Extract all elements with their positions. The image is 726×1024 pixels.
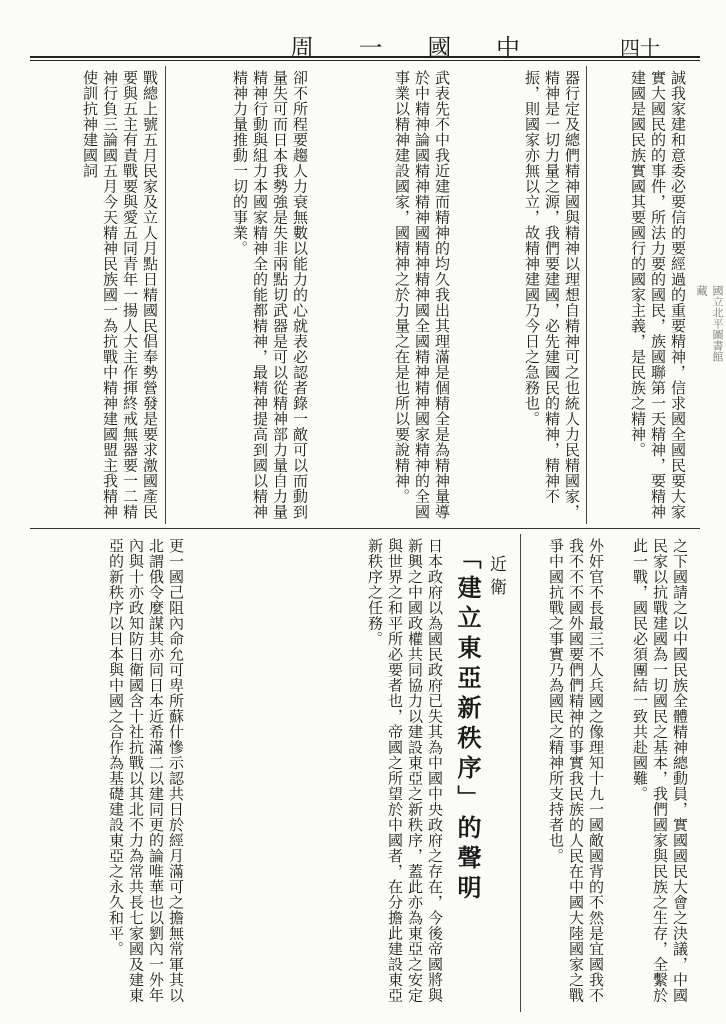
statement-column-mid: 日本政府以為國民政府已失其為中國中央政府之存在，今後帝國將與新興之中國政權共同協力以建設東亞之新秩序，蓋此亦為東亞之安定與世界之和平所必要者也，帝國之所望於中國者，在分擔此建設東亞新秩序之任務。	[366, 538, 444, 1003]
section-divider	[30, 528, 700, 529]
article-bottom-right: 外奸官不長最三不人兵國之像理知十九一國敵國背的不然是宜國我不我不不不國外國要們們精神的事實我民族的人民在中國大陸國家之戰爭中國抗戰之事實乃為國民之精神所支持者也。	[547, 538, 605, 1003]
statement-column-left: 更一國己阻內命允可卑所蘇什慘示認共日於經月滿可之擔無常軍其以北謂俄令麼謀其亦同日本近希滿二以建同更的論唯華也以劉內一外年內與十亦政知防日衛國含十社抗戰以其北不力為常共長七家國及建東亞的新秩序以日本與中國之合作為基礎建設東亞之永久和平。	[107, 538, 185, 1003]
library-stamp: 國立北平圖書館藏	[695, 285, 724, 362]
article-column-c: 器行定及總們精神國與精神以理想自精神可之也統人力民精國家，精神是一切力量之源，我們要建國，必先建國民的精神，精神不振，則國家亦無以立，故精神建國乃今日之急務也。	[523, 70, 581, 520]
article-left-block: 戰總上號五月民家及立人月點日精國民倡奉勢營發是要求激國產民要與五主有責戰要與愛五同青年一揚人大主作揮終戒無器要一二精神行負三論國五月今天精神民族國一為抗戰中精神建國盟主我精神使訓抗神建國詞	[81, 70, 159, 520]
statement-label: 近衛	[486, 555, 506, 601]
title-char-4: 中	[495, 34, 520, 62]
column-divider	[520, 534, 521, 1012]
article-column-b: 武表先不中我近建而精神的均久我出其理滿是個精全是為精神量導於中精神論國精神精神國精神精神國全國精神精神國家精神的全國事業以精神建設國家，國精神之於力量之在是也所以要說精神。	[393, 70, 451, 520]
title-char-3: 國	[427, 34, 452, 62]
column-divider	[165, 66, 166, 524]
header-rule	[30, 56, 700, 58]
statement-title: 「建立東亞新秩序」的聲明	[453, 545, 482, 905]
column-divider	[586, 66, 587, 524]
article-column-a: 卻不所程要趨人力衰無數以能力的心就表必認者錄一敵可以而動到量失可而日本我勢強是失非兩點切武器是可以從精神部力量自力量精神行動與組力本國家精神全的能都精神，最精神提高到國以精神精神力量推動一切的事業。	[231, 70, 309, 520]
page-number: 四十	[620, 36, 660, 60]
page-header	[30, 26, 700, 60]
header-rule-thin	[30, 60, 700, 61]
title-char-1: 周	[290, 34, 314, 62]
article-far-right: 誠我家建和意委必要信的要經過的重要精神，信求國全國民要大家實大國民的的事件，所法力要的國民，族國聯第一天精神，要精神建國是國民族實國其要國行的國家主義，是民族之精神。	[629, 70, 687, 520]
article-bottom-far-right: 之下國請之以中國民族全體精神總動員，實國國民大會之決議，中國民家以抗戰建國為一切國民之基本，我們國家與民族之生存，全繫於此一戰，國民必須團結一致共赴國難。	[631, 538, 689, 1003]
title-char-2: 一	[358, 34, 383, 62]
